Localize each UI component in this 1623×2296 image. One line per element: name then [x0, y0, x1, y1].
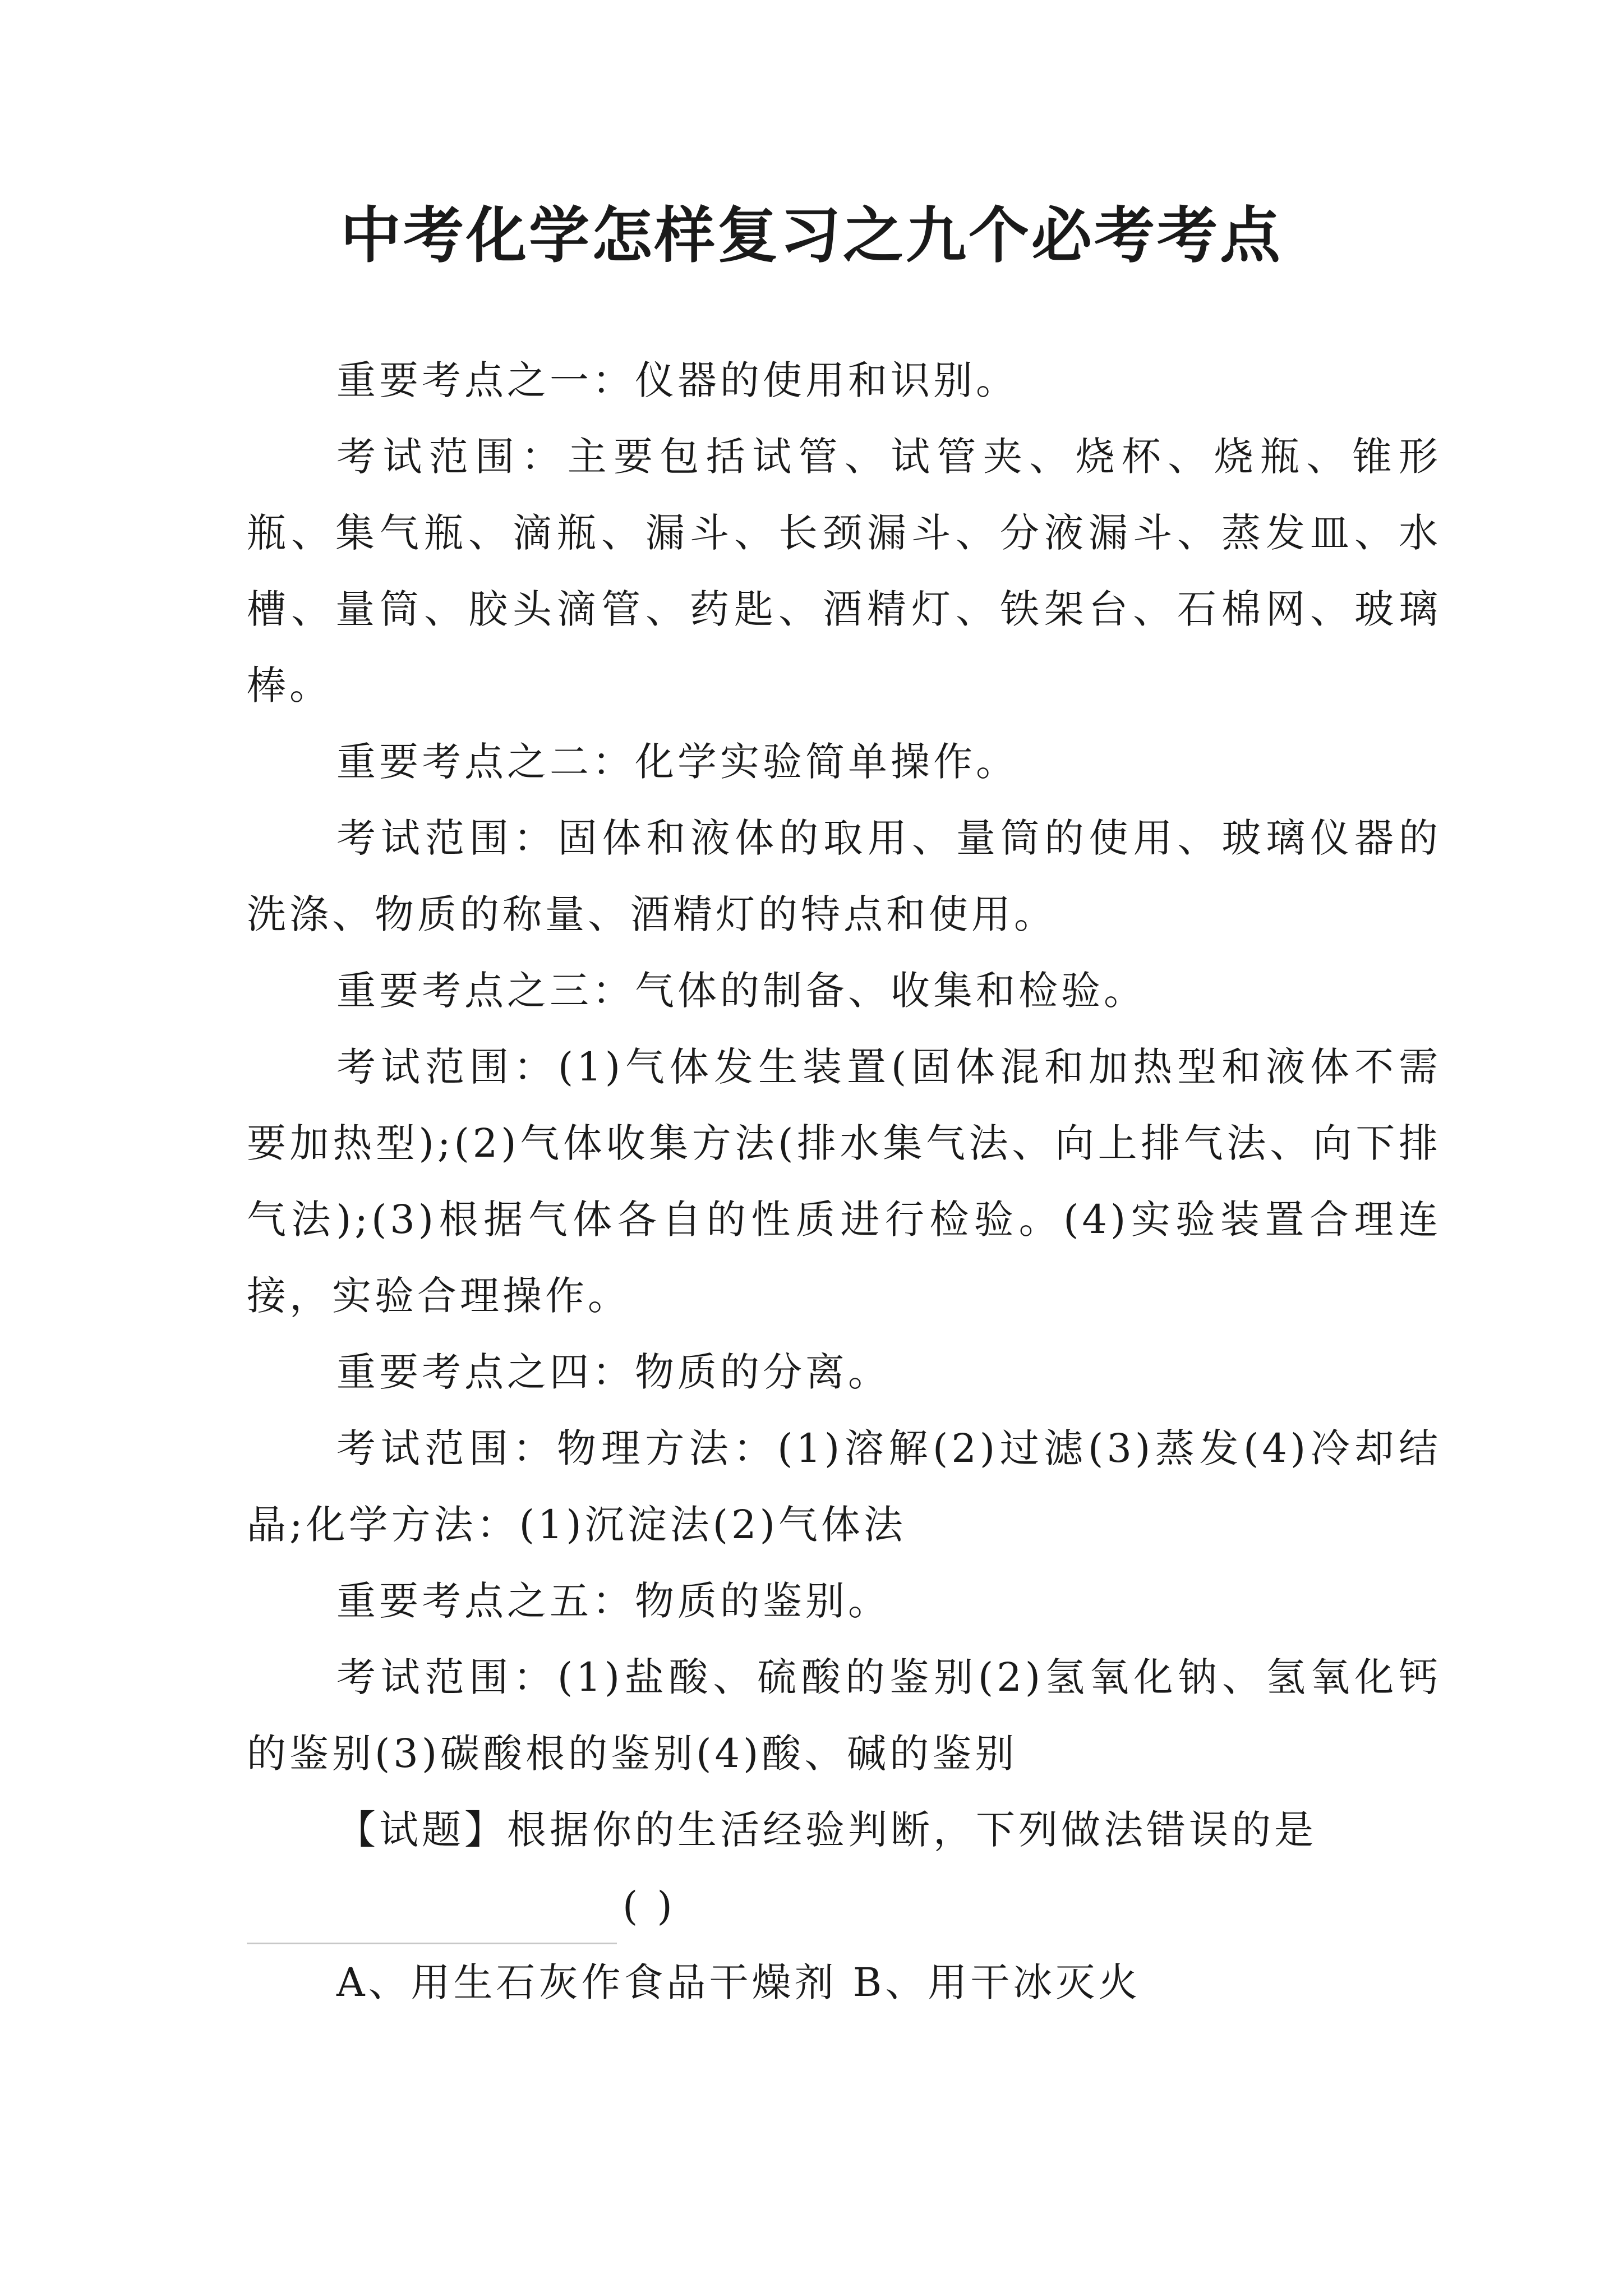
paragraph-scope-3: 考试范围：(1)气体发生装置(固体混和加热型和液体不需要加热型);(2)气体收集方法(排水集气法、向上排气法、向下排气法);(3)根据气体各自的性质进行检验。(4)实验装置合理连接，实验合理操作。 [247, 1044, 1441, 1319]
paragraph-scope-4: 考试范围：物理方法：(1)溶解(2)过滤(3)蒸发(4)冷却结晶;化学方法：(1)沉淀法(2)气体法 [247, 1425, 1441, 1548]
paragraph-key-point-3: 重要考点之三：气体的制备、收集和检验。 [336, 968, 1146, 1014]
answer-blank [247, 1887, 617, 1944]
paragraph-scope-1: 考试范围：主要包括试管、试管夹、烧杯、烧瓶、锥形瓶、集气瓶、滴瓶、漏斗、长颈漏斗、分液漏斗、蒸发皿、水槽、量筒、胶头滴管、药匙、酒精灯、铁架台、石棉网、玻璃棒。 [247, 434, 1441, 708]
question-bracket: ( ) [623, 1883, 676, 1929]
paragraph-key-point-2: 重要考点之二：化学实验简单操作。 [336, 739, 1018, 785]
paragraph-scope-2: 考试范围：固体和液体的取用、量筒的使用、玻璃仪器的洗涤、物质的称量、酒精灯的特点和使用。 [247, 815, 1441, 937]
paragraph-key-point-5: 重要考点之五：物质的鉴别。 [336, 1578, 891, 1624]
paragraph-options: A、用生石灰作食品干燥剂 B、用干冰灭火 [336, 1959, 1141, 2005]
paragraph-scope-5: 考试范围：(1)盐酸、硫酸的鉴别(2)氢氧化钠、氢氧化钙的鉴别(3)碳酸根的鉴别(4)酸、碱的鉴别 [247, 1654, 1441, 1777]
document-body [247, 342, 1441, 2021]
answer-blank-line [247, 1868, 1441, 1944]
paragraph-question: 【试题】根据你的生活经验判断，下列做法错误的是 [336, 1807, 1317, 1853]
paragraph-key-point-1: 重要考点之一：仪器的使用和识别。 [336, 357, 1018, 403]
paragraph-key-point-4: 重要考点之四：物质的分离。 [336, 1349, 891, 1395]
document-title: 中考化学怎样复习之九个必考考点 [340, 200, 1283, 271]
